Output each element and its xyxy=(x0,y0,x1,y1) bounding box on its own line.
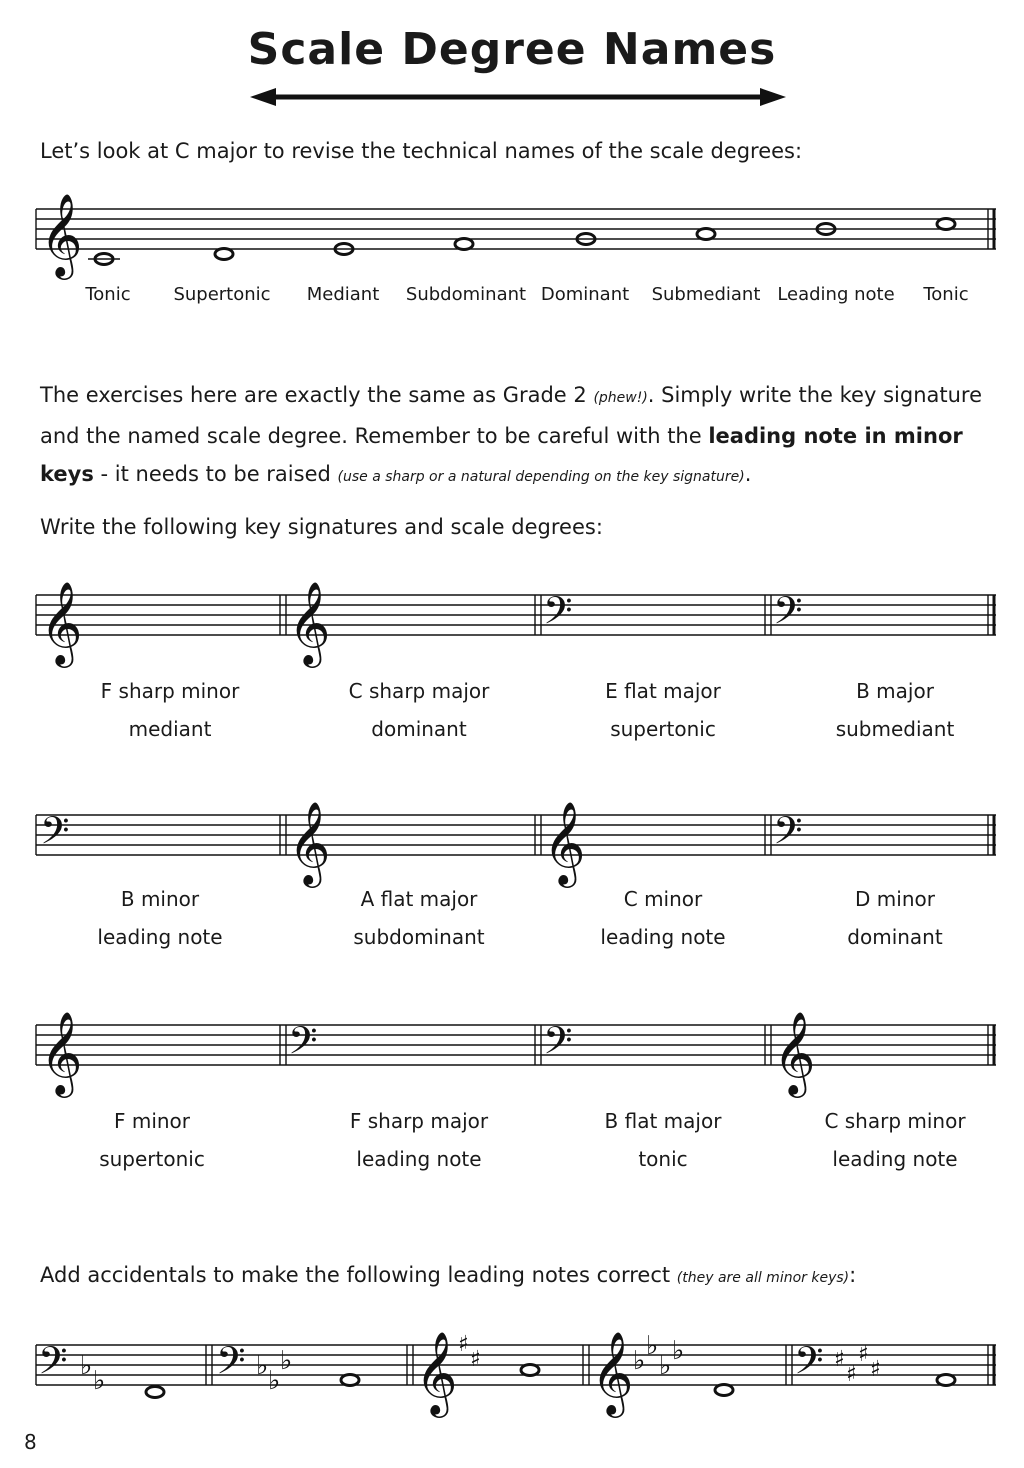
sharp-icon: ♯ xyxy=(846,1362,857,1387)
degree-label-tonic: Tonic xyxy=(85,284,131,305)
bass-clef-icon: 𝄢 xyxy=(38,1338,68,1392)
sharp-icon: ♯ xyxy=(870,1357,881,1382)
page-title: Scale Degree Names xyxy=(247,24,777,75)
bass-clef-icon: 𝄢 xyxy=(288,1018,318,1072)
leading-note-a xyxy=(521,1365,539,1376)
flat-icon: ♭ xyxy=(633,1346,646,1376)
degree-label-leading-note: Leading note xyxy=(777,284,895,305)
page-number: 8 xyxy=(24,1430,37,1454)
exercise-caption: B flat major tonic xyxy=(604,1109,722,1171)
intro-text: Let’s look at C major to revise the technical names of the scale degrees: xyxy=(40,139,803,163)
treble-clef-icon: 𝄞 xyxy=(591,1330,634,1414)
treble-clef-icon: 𝄞 xyxy=(40,192,83,276)
bass-clef-icon: 𝄢 xyxy=(794,1338,824,1392)
flat-icon: ♭ xyxy=(80,1351,93,1381)
degree-label-submediant: Submediant xyxy=(651,284,761,305)
flat-icon: ♭ xyxy=(256,1351,269,1381)
sharp-icon: ♯ xyxy=(858,1342,869,1367)
degree-label-mediant: Mediant xyxy=(306,284,380,305)
bass-clef-icon: 𝄢 xyxy=(40,808,70,862)
flat-icon: ♭ xyxy=(659,1351,672,1381)
bass-clef-icon: 𝄢 xyxy=(543,588,573,642)
exercise-caption: F sharp major leading note xyxy=(349,1109,489,1171)
flat-icon: ♭ xyxy=(93,1366,106,1396)
flat-icon: ♭ xyxy=(280,1346,293,1376)
exercise-caption: F minor supertonic xyxy=(99,1109,205,1171)
exercise-caption: F sharp minor mediant xyxy=(100,679,240,741)
accidentals-prompt: Add accidentals to make the following leading notes correct (they are all minor keys): xyxy=(40,1263,857,1287)
treble-clef-icon: 𝄞 xyxy=(288,800,331,884)
leading-note-b xyxy=(341,1375,359,1386)
leading-note-e xyxy=(715,1385,733,1396)
sharp-icon: ♯ xyxy=(834,1347,845,1372)
instructions-paragraph: The exercises here are exactly the same as Grade 2 (phew!). Simply write the key signature and the named scale degree. Remember to be careful with the leading note in minor keys - it needs to be raised (use a sharp or a natural depending on the key signature). xyxy=(40,383,983,486)
exercise-caption: C sharp minor leading note xyxy=(824,1109,966,1171)
treble-clef-icon: 𝄞 xyxy=(543,800,586,884)
sharp-icon: ♯ xyxy=(470,1347,481,1372)
degree-label-supertonic: Supertonic xyxy=(173,284,271,305)
exercise-caption: D minor dominant xyxy=(847,887,943,949)
exercise-caption: B minor leading note xyxy=(97,887,223,949)
treble-clef-icon: 𝄞 xyxy=(773,1010,816,1094)
exercise-caption: A flat major subdominant xyxy=(353,887,485,949)
bass-clef-icon: 𝄢 xyxy=(216,1338,246,1392)
flat-icon: ♭ xyxy=(672,1336,685,1366)
bass-clef-icon: 𝄢 xyxy=(773,808,803,862)
treble-clef-icon: 𝄞 xyxy=(40,580,83,664)
treble-clef-icon: 𝄞 xyxy=(40,1010,83,1094)
flat-icon: ♭ xyxy=(646,1331,659,1361)
exercise-caption: C sharp major dominant xyxy=(348,679,490,741)
exercise-caption: B major submediant xyxy=(835,679,955,741)
leading-note-f xyxy=(146,1387,164,1398)
exercise-caption: C minor leading note xyxy=(600,887,726,949)
degree-label-tonic-octave: Tonic xyxy=(923,284,969,305)
sharp-icon: ♯ xyxy=(458,1332,469,1357)
leading-note-b-sharp xyxy=(937,1375,955,1386)
bass-clef-icon: 𝄢 xyxy=(543,1018,573,1072)
degree-label-subdominant: Subdominant xyxy=(405,284,527,305)
write-prompt: Write the following key signatures and scale degrees: xyxy=(40,515,603,539)
bass-clef-icon: 𝄢 xyxy=(773,588,803,642)
degree-label-dominant: Dominant xyxy=(540,284,630,305)
treble-clef-icon: 𝄞 xyxy=(288,580,331,664)
flat-icon: ♭ xyxy=(268,1366,281,1396)
exercise-caption: E flat major supertonic xyxy=(605,679,721,741)
treble-clef-icon: 𝄞 xyxy=(415,1330,458,1414)
